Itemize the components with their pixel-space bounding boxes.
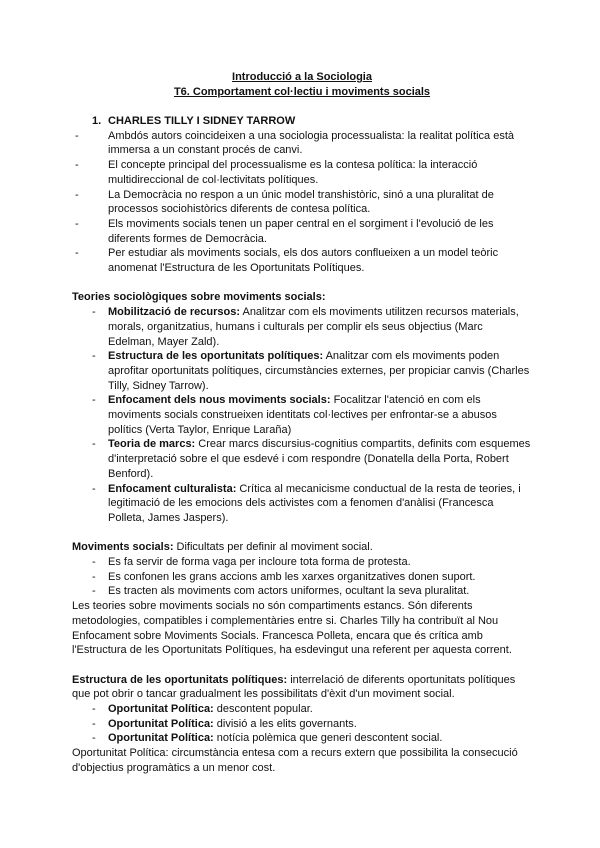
definition: descontent popular. [213, 703, 313, 716]
dash-bullet: - [75, 217, 79, 230]
term: Enfocament dels nous moviments socials: [108, 394, 331, 407]
list-item [72, 393, 532, 437]
section-number: 1. [92, 115, 102, 127]
theories-section [72, 290, 532, 525]
list-item-text: Ambdós autors coincideixen a una sociologia processualista: la realitat política està immersa a un constant procés de canvi. [108, 129, 515, 157]
dash-bullet: - [92, 482, 96, 495]
definition: divisió a les elits governants. [213, 717, 357, 730]
movements-list [72, 555, 532, 599]
list-item [72, 482, 532, 526]
list-item [72, 246, 532, 275]
list-item-text: Per estudiar als moviments socials, els dos autors conflueixen a un model teòric anomenat l'Estructura de les Oportunitats Polítiques. [108, 247, 499, 275]
dash-bullet: - [92, 717, 96, 730]
dash-bullet: - [75, 159, 79, 172]
term: Enfocament culturalista: [108, 482, 237, 495]
dash-bullet: - [92, 585, 96, 598]
definition: Analitzar com els moviments poden aprofitar oportunitats polítiques, circumstàncies externes, per propiciar canvis (Charles Tilly, Sidney Tarrow). [108, 350, 530, 392]
section1-list [72, 129, 532, 276]
dash-bullet: - [92, 556, 96, 569]
definition: Focalitzar l'atenció en com els moviments socials construeixen identitats col·lectives per enfrontar-se a abusos polítics (Verta Taylor, Enrique Laraña) [108, 394, 497, 436]
list-item-text: Es fa servir de forma vaga per incloure tota forma de protesta. [108, 556, 411, 569]
list-item [72, 717, 532, 732]
theories-list [72, 305, 532, 526]
list-item [72, 702, 532, 717]
dash-bullet: - [75, 247, 79, 260]
list-item [72, 555, 532, 570]
structure-text: interrelació de diferents oportunitats polítiques que pot obrir o tancar gradualment les possibilitats d'èxit d'un moviment social. [72, 673, 516, 701]
dash-bullet: - [92, 394, 96, 407]
list-item [72, 129, 532, 158]
dash-bullet: - [75, 129, 79, 142]
dash-bullet: - [75, 188, 79, 201]
term: Mobilització de recursos: [108, 306, 241, 319]
dash-bullet: - [92, 732, 96, 745]
section-heading [72, 114, 532, 129]
structure-term: Estructura de les oportunitats polítiques: [72, 673, 288, 686]
term: Oportunitat Política: [108, 732, 214, 745]
term: Oportunitat Política: [108, 717, 214, 730]
structure-section [72, 673, 532, 776]
term: Teoria de marcs: [108, 438, 196, 451]
term: Estructura de les oportunitats polítiques: [108, 350, 324, 363]
list-item-text: El concepte principal del processualisme es la contesa política: la interacció multidireccional de col·lectivitats polítiques. [108, 159, 478, 186]
document-title: Introducció a la Sociologia [232, 71, 372, 83]
list-item [72, 731, 532, 746]
section-heading-text: CHARLES TILLY I SIDNEY TARROW [108, 115, 296, 127]
term: Oportunitat Política: [108, 703, 214, 716]
definition: notícia polèmica que generi descontent social. [213, 732, 443, 745]
structure-paragraph: Oportunitat Política: circumstància entesa com a recurs extern que possibilita la consecució d'objectius programàtics a un menor cost. [72, 747, 518, 774]
list-item [72, 570, 532, 585]
list-item-text: Es confonen les grans accions amb les xarxes organitzatives donen suport. [108, 570, 476, 583]
dash-bullet: - [92, 703, 96, 716]
list-item [72, 305, 532, 349]
theories-heading: Teories sociològiques sobre moviments socials: [72, 291, 326, 304]
definition: Crítica al mecanicisme conductual de la resta de teories, i legitimació de les emocions dels activistes com a fenomen d'anàlisi (Francesca Polleta, James Jaspers). [108, 482, 521, 524]
movements-paragraph: Les teories sobre moviments socials no són compartiments estancs. Són diferents metodologies, compatibles i complementàries entre si. Charles Tilly ha contribuït al Nou Enfocament sobre Moviments Socials. Francesca Polleta, encara que és crítica amb l'Estructura de les Oportunitats Polítiques, ha esdevingut una referent per aquesta corrent. [72, 600, 512, 657]
list-item [72, 437, 532, 481]
movements-section [72, 540, 532, 658]
document-subtitle: T6. Comportament col·lectiu i moviments socials [173, 86, 431, 98]
list-item-text: La Democràcia no respon a un únic model transhistòric, sinó a una pluralitat de processos sociohistòrics diferents de contesa política. [108, 188, 494, 216]
list-item [72, 584, 532, 599]
definition: Analitzar com els moviments utilitzen recursos materials, morals, organitzatius, humans i culturals per complir els seus objectius (Marc Edelman, Mayer Zald). [108, 306, 519, 348]
list-item [72, 158, 532, 187]
dash-bullet: - [92, 570, 96, 583]
dash-bullet: - [92, 438, 96, 451]
structure-list [72, 702, 532, 746]
list-item [72, 188, 532, 217]
list-item [72, 217, 532, 246]
list-item-text: Es tracten als moviments com actors uniformes, ocultant la seva pluralitat. [108, 585, 470, 598]
movements-term: Moviments socials: [72, 541, 174, 554]
document-page [72, 70, 532, 776]
dash-bullet: - [92, 306, 96, 319]
list-item-text: Els moviments socials tenen un paper central en el sorgiment i l'evolució de les diferents formes de Democràcia. [108, 217, 494, 245]
definition: Crear marcs discursius-cognitius compartits, definits com esquemes d'interpretació sobre el que esdevé i com respondre (Donatella della Porta, Robert Benford). [108, 438, 531, 480]
movements-text: Dificultats per definir al moviment social. [173, 541, 373, 554]
list-item [72, 349, 532, 393]
dash-bullet: - [92, 350, 96, 363]
